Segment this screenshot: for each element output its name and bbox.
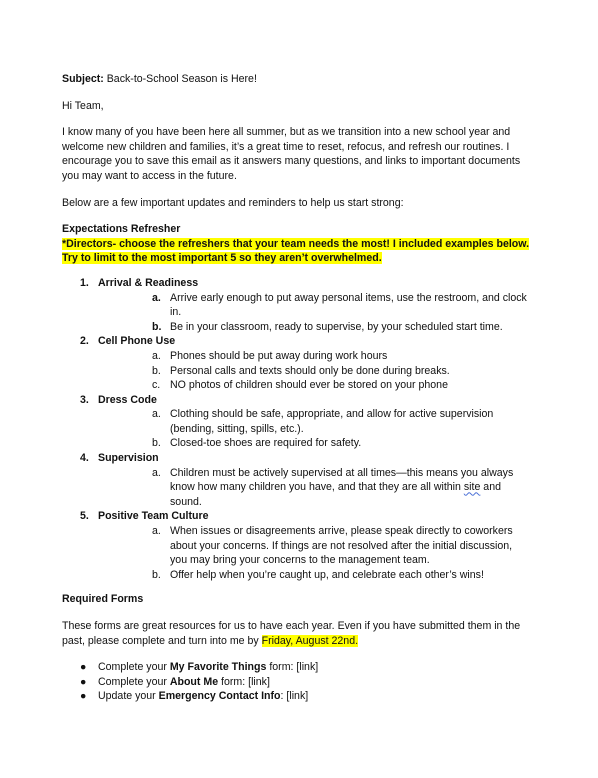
below-text: Below are a few important updates and reminders to help us start strong: bbox=[62, 196, 404, 209]
subject-text: Back-to-School Season is Here! bbox=[103, 73, 257, 85]
item-title: Dress Code bbox=[98, 393, 157, 406]
forms-list bbox=[62, 660, 532, 704]
item-title: Positive Team Culture bbox=[98, 510, 209, 523]
subject-line bbox=[62, 72, 532, 87]
email-body bbox=[62, 72, 532, 704]
sub-item: a. When issues or disagreements arrive, please speak directly to coworkers about your concerns. If things are not resolved after the initial discussion, you may bring your concerns to the management team. bbox=[152, 525, 513, 567]
intro-paragraph: I know many of you have been here all summer, but as we transition into a new school year and welcome new children and families, it’s a great time to reset, refocus, and refresh our routines. I encourage you to save this email as it answers many questions, and links to important documents you may want to access in the future. bbox=[62, 126, 521, 182]
bullet-icon: ● bbox=[80, 661, 87, 674]
sub-item: b. Offer help when you’re caught up, and celebrate each other’s wins! bbox=[152, 568, 484, 581]
list-item: 2. Cell Phone Use a. Phones should be put away during work hours b. Personal calls and texts should only be done during breaks. c. NO photos of children should ever be stored on your phone bbox=[62, 334, 532, 392]
expectations-heading: Expectations Refresher bbox=[62, 223, 181, 236]
deadline-highlight: Friday, August 22nd. bbox=[261, 634, 359, 647]
item-title: Supervision bbox=[98, 452, 159, 465]
list-item: 4. Supervision a. Children must be actively supervised at all times—this means you always know how many children you have, and that they are all within site and sound. bbox=[62, 451, 532, 509]
form-link[interactable]: form: [link] bbox=[218, 675, 270, 688]
bullet-icon: ● bbox=[80, 690, 87, 703]
sub-item: a. Phones should be put away during work hours bbox=[152, 349, 388, 362]
forms-heading: Required Forms bbox=[62, 593, 144, 606]
list-item: 1. Arrival & Readiness a. Arrive early enough to put away personal items, use the restroom, and clock in. b. Be in your classroom, ready to supervise, by your scheduled start time. bbox=[62, 276, 532, 334]
spellcheck-word: site bbox=[463, 481, 481, 494]
item-title: Arrival & Readiness bbox=[98, 276, 199, 289]
form-item: ● Complete your My Favorite Things form: [link] bbox=[80, 661, 319, 674]
sub-item: b. Closed-toe shoes are required for safety. bbox=[152, 437, 362, 450]
sub-item: a. Children must be actively supervised at all times—this means you always know how many children you have, and that they are all within site and sound. bbox=[152, 466, 514, 508]
forms-paragraph: These forms are great resources for us to have each year. Even if you have submitted them in the past, please complete and turn into me by Friday, August 22nd. bbox=[62, 620, 521, 647]
list-item: 3. Dress Code a. Clothing should be safe, appropriate, and allow for active supervision (bending, sitting, spills, etc.). b. Closed-toe shoes are required for safety. bbox=[62, 393, 532, 451]
sub-item: b. Personal calls and texts should only be done during breaks. bbox=[152, 364, 450, 377]
subject-label: Subject: bbox=[62, 73, 104, 85]
greeting: Hi Team, bbox=[62, 99, 104, 112]
sub-item: a. Clothing should be safe, appropriate, and allow for active supervision (bending, sitting, spills, etc.). bbox=[152, 408, 494, 435]
sub-item: b. Be in your classroom, ready to supervise, by your scheduled start time. bbox=[152, 320, 503, 333]
form-link[interactable]: form: [link] bbox=[266, 661, 319, 674]
form-item: ● Complete your About Me form: [link] bbox=[80, 675, 270, 688]
sub-item: c. NO photos of children should ever be stored on your phone bbox=[152, 379, 448, 392]
directors-note: *Directors- choose the refreshers that your team needs the most! I included examples below. Try to limit to the most important 5 so they aren’t overwhelmed. bbox=[62, 237, 530, 265]
item-title: Cell Phone Use bbox=[98, 335, 176, 348]
form-link[interactable]: : [link] bbox=[280, 690, 309, 703]
list-item: 5. Positive Team Culture a. When issues or disagreements arrive, please speak directly to coworkers about your concerns. If things are not resolved after the initial discussion, you may bring your concerns to the management team. b. Offer help when you’re caught up, and celebrate each other’s wins! bbox=[62, 509, 532, 582]
expectations-list bbox=[62, 276, 532, 582]
sub-item: a. Arrive early enough to put away personal items, use the restroom, and clock in. bbox=[152, 291, 527, 319]
bullet-icon: ● bbox=[80, 675, 87, 688]
form-item: ● Update your Emergency Contact Info: [link] bbox=[80, 690, 309, 703]
